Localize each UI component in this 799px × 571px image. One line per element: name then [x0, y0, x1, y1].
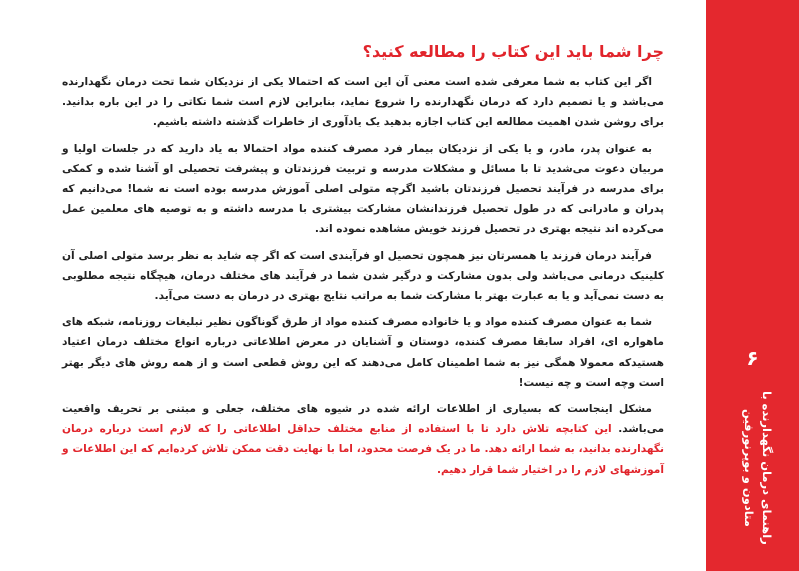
paragraph-intro: اگر این کتاب به شما معرفی شده است معنی آن این است که احتمالا یکی از نزدیکان شما تحت درمان نگهدارنده می‌باشد و یا تصمیم دارد که درمان نگهدارنده را شروع نماید، بنابراین لازم است شما نکاتی را در این باره بدانید. برای روشن شدن اهمیت مطالعه این کتاب اجازه بدهید یک یادآوری از خاطرات گذشته داشته باشیم. — [62, 76, 664, 129]
paragraph-treatment-process: فرآیند درمان فرزند یا همسرتان نیز همچون تحصیل او فرآیندی است که اگر چه شاید به نظر برسد متولی اصلی آن کلینیک درمانی می‌باشد ولی بدون مشارکت و درگیر شدن شما در فرآیند های مختلف درمان، هیچگاه نتیجه مطلوبی به دست نمی‌آید و یا به عبارت بهتر با مشارکت شما به مراتب نتایج بهتری در درمان به دست می‌آید. — [62, 249, 664, 303]
conclusion-highlight-text: این کتابچه تلاش دارد تا با استفاده از منابع مختلف حداقل اطلاعاتی را که لازم است درباره درمان نگهدارنده بدانید، به شما ارائه دهد. ما در یک فرصت محدود، اما با نهایت دقت ممکن تلاش کرده‌ایم که این اطلاعات و آموزشهای لازم را در اختیار شما قرار دهیم. — [62, 423, 664, 476]
article-title: چرا شما باید این کتاب را مطالعه کنید؟ — [362, 42, 664, 61]
page-number: ۶ — [746, 346, 759, 370]
article-body — [62, 40, 664, 486]
paragraph-misinformation: شما به عنوان مصرف کننده مواد و یا خانواده مصرف کننده مواد از طرق گوناگون نظیر تبلیغات روزنامه، شبکه های ماهواره ای، افراد سابقا مصرف کننده، دوستان و آشنایان در معرض اطلاعاتی درباره انواع مختلف درمان اعتیاد هستیدکه معمولا همگی نیز به شما اطمینان کامل می‌دهند که این روش قطعی است و از همه روش های دیگر بهتر است وچه است و چه نیست! — [62, 316, 664, 389]
conclusion-lead-text: مشکل اینجاست که بسیاری از اطلاعات ارائه شده در شیوه های مختلف، جعلی و مبتنی بر تحریف واقعیت می‌باشد. — [62, 403, 664, 436]
paragraph-conclusion — [62, 399, 664, 480]
paragraph-school-analogy: به عنوان پدر، مادر، و یا یکی از نزدیکان بیمار فرد مصرف کننده مواد احتمالا به یاد دارید که در جلسات اولیا و مربیان دعوت می‌شدید تا با مسائل و مشکلات مدرسه و تربیت فرزندتان و پیشرفت تحصیلی او آشنا شده و کمکی برای مدرسه در فرآیند تحصیل فرزندتان باشید اگرچه متولی اصلی آموزش مدرسه بوده است نه شما! می‌دانیم که پدران و مادرانی که در طول تحصیل فرزندانشان مشارکت بیشتری با مدرسه داشته و به توصیه های معلمین عمل می‌کرده اند نتیجه بهتری در تحصیل فرزند خویش مشاهده نموده اند. — [62, 142, 664, 236]
book-title-vertical: راهنمای درمان نگهدارنده با متادون و بوپرنورفین — [742, 390, 774, 545]
